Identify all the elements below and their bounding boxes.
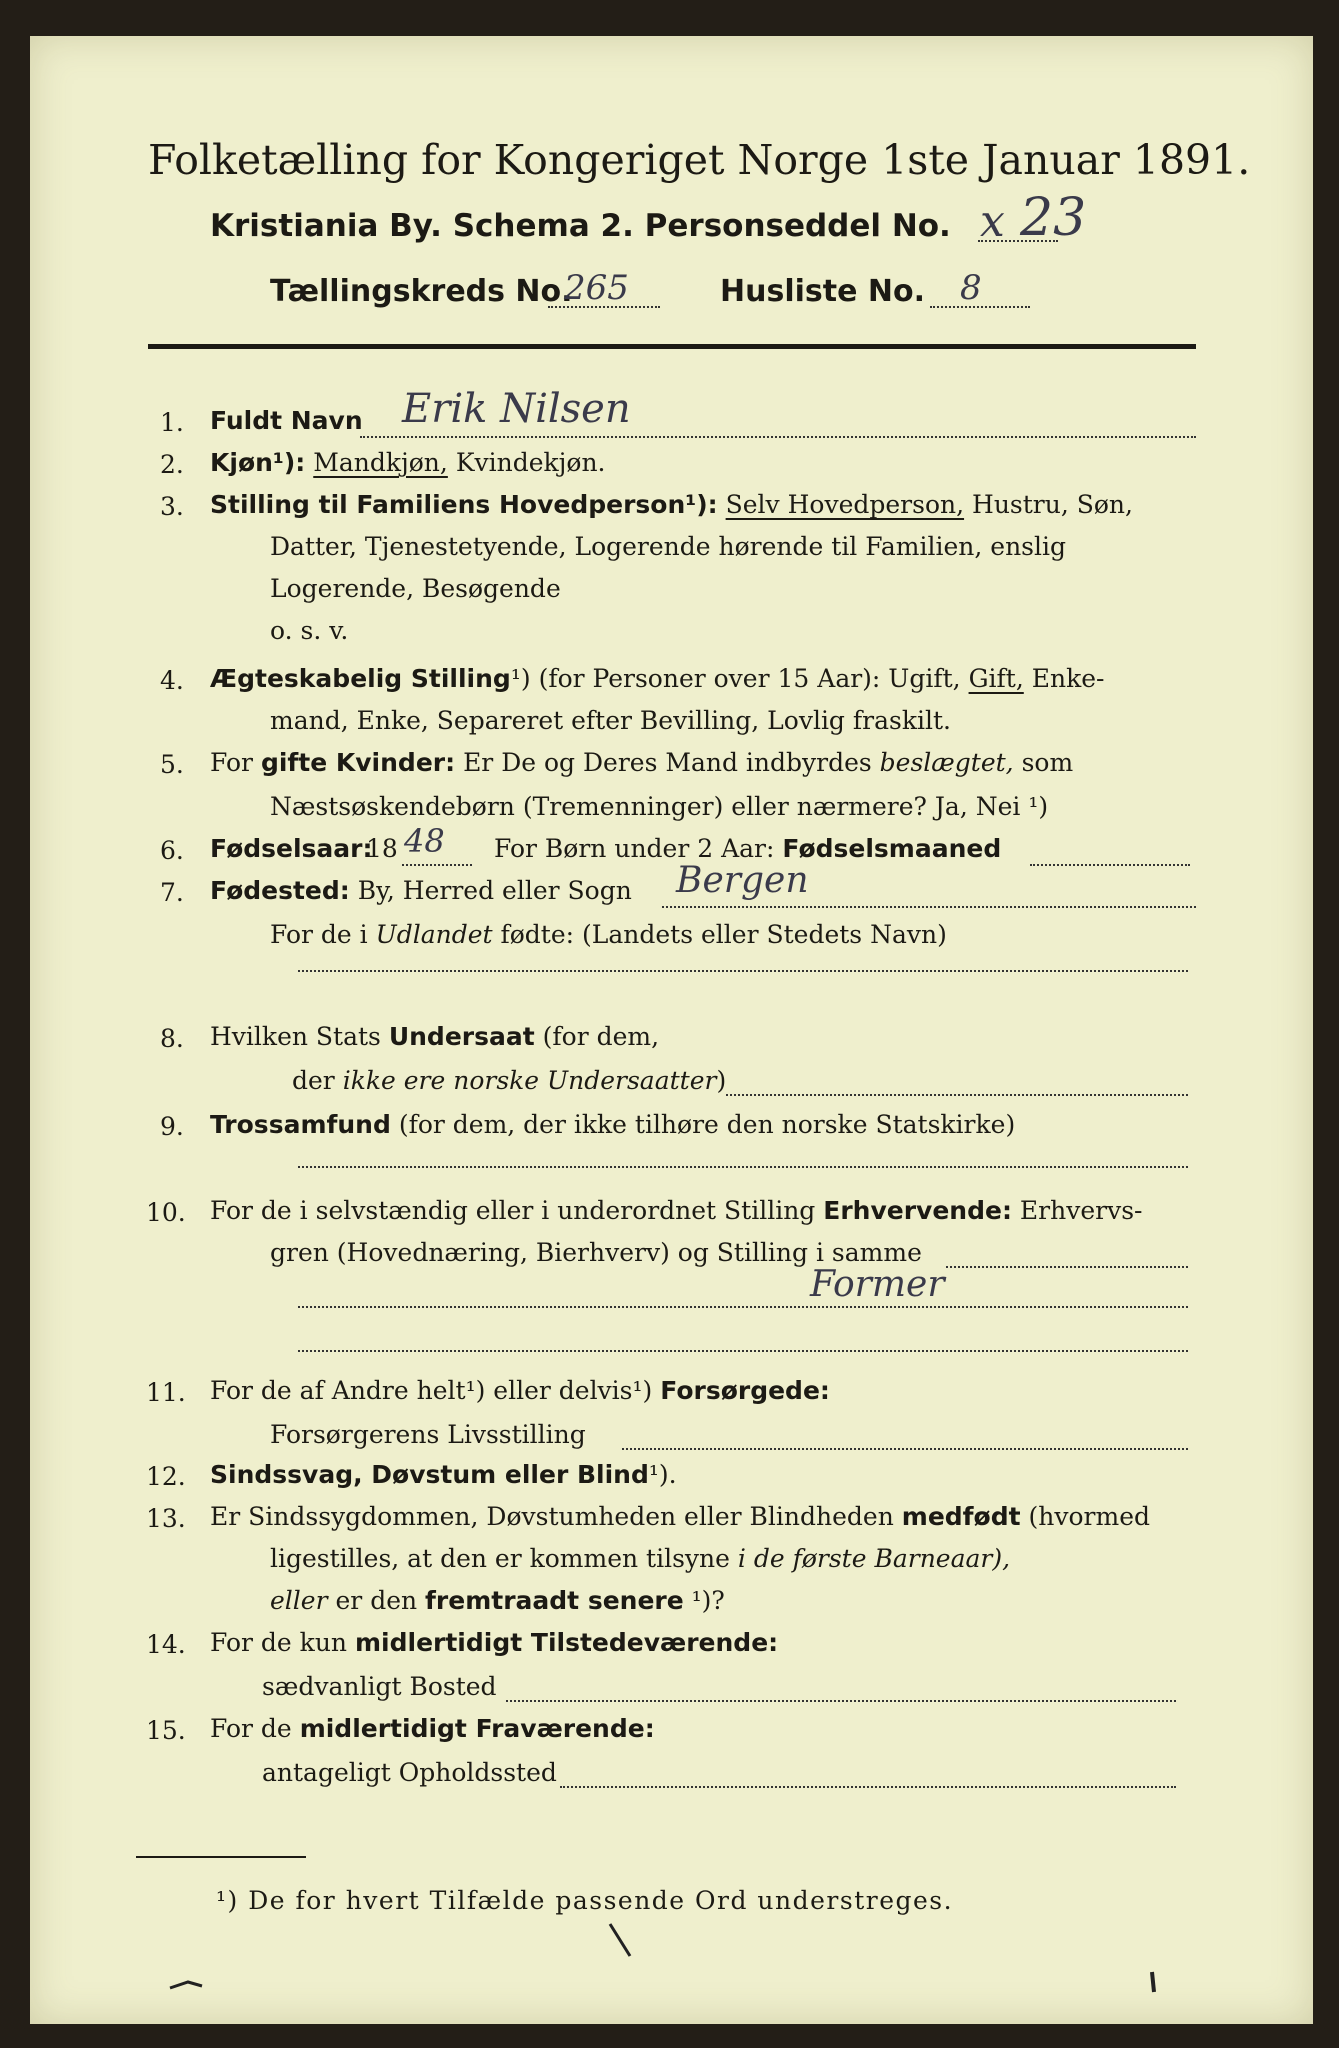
item-10-value: Former (810, 1264, 945, 1305)
item-11-line (622, 1448, 1188, 1450)
item-13-line1 (210, 1502, 1150, 1531)
item-8-line (726, 1094, 1188, 1096)
item-1-line (360, 436, 1196, 438)
item-9-line1 (210, 1110, 1015, 1139)
item-7-value: Bergen (676, 860, 809, 901)
item-13-line3-label: fremtraadt senere (425, 1586, 684, 1615)
item-7-line1 (210, 876, 632, 905)
item-2-option: Kvindekjøn. (455, 448, 606, 477)
item-10-line-a (946, 1266, 1188, 1268)
item-8-line2-post: ) (716, 1066, 727, 1095)
form-title: Folketælling for Kongeriget Norge 1ste Januar 1891. (148, 136, 1251, 184)
item-10-line-c (298, 1350, 1188, 1352)
taellingskreds-label: Tællingskreds No. (270, 274, 573, 309)
item-2-option-selected: Mandkjøn, (313, 448, 448, 477)
item-6-year-value: 48 (404, 822, 445, 860)
personseddel-mark: x (980, 196, 1005, 247)
item-11-line1 (210, 1376, 830, 1405)
husliste-label: Husliste No. (720, 274, 925, 309)
item-5-text2: som (1021, 748, 1074, 777)
kreds-number: 265 (564, 268, 629, 308)
item-12-line (210, 1460, 677, 1489)
item-7-line2-italic: Udlandet (375, 920, 493, 949)
item-6-label: Fødselsaar: (210, 834, 373, 863)
item-8-line2-pre: der (292, 1066, 335, 1095)
item-7-number: 7. (160, 878, 184, 907)
item-3-line4: o. s. v. (270, 616, 349, 645)
item-8-line2-italic: ikke ere norske Undersaatter (342, 1066, 717, 1095)
item-10-line2: gren (Hovednæring, Bierhverv) og Stilling i samme (270, 1238, 922, 1267)
item-13-number: 13. (146, 1504, 186, 1533)
item-7-line2-post: fødte: (Landets eller Stedets Navn) (500, 920, 947, 949)
item-1-label: Fuldt Navn (210, 406, 363, 435)
item-6-text: For Børn under 2 Aar: (494, 834, 775, 863)
personseddel-label: Kristiania By. Schema 2. Personseddel No. (210, 208, 951, 244)
item-14-number: 14. (146, 1630, 186, 1659)
item-8-line1 (210, 1022, 659, 1051)
item-12-label: Sindssvag, Døvstum eller Blind (210, 1460, 649, 1489)
item-15-number: 15. (146, 1716, 186, 1745)
item-6-number: 6. (160, 836, 184, 865)
personseddel-line (210, 208, 951, 244)
item-9-label: Trossamfund (210, 1110, 391, 1139)
item-6-label2: Fødselsmaaned (782, 834, 1002, 863)
item-13-line2-pre: ligestilles, at den er kommen tilsyne (270, 1544, 730, 1573)
item-10-text: For de i selvstændig eller i underordnet Stilling (210, 1196, 816, 1225)
item-13-line2-italic: i de første Barneaar), (737, 1544, 1011, 1573)
item-6-year-dots (402, 864, 472, 866)
ink-marks (130, 1896, 1230, 2016)
item-5-pre: For (210, 748, 253, 777)
item-7-line2-pre: For de i (270, 920, 368, 949)
item-14-pre: For de kun (210, 1628, 348, 1657)
item-4-line1 (210, 664, 1104, 693)
item-3-line2: Datter, Tjenestetyende, Logerende hørende til Familien, enslig (270, 532, 1067, 561)
item-14-line2: sædvanligt Bosted (262, 1672, 497, 1701)
personseddel-number: 23 (1020, 188, 1087, 248)
item-2-line (210, 448, 606, 477)
item-4-label: Ægteskabelig Stilling (210, 664, 511, 693)
item-15-pre: For de (210, 1714, 292, 1743)
item-3-line3: Logerende, Besøgende (270, 574, 561, 603)
item-3-label: Stilling til Familiens Hovedperson¹): (210, 490, 718, 519)
item-3-number: 3. (160, 492, 184, 521)
item-11-number: 11. (146, 1378, 186, 1407)
item-10-line1 (210, 1196, 1142, 1225)
item-10-text2: Erhvervs- (1019, 1196, 1143, 1225)
item-13-line3-post: ¹)? (691, 1586, 725, 1615)
item-12-post: ¹). (648, 1460, 677, 1489)
item-4-line2: mand, Enke, Separeret efter Bevilling, Lovlig fraskilt. (270, 706, 951, 735)
item-15-line (560, 1786, 1176, 1788)
item-5-line2: Næstsøskendebørn (Tremenninger) eller nærmere? Ja, Nei ¹) (270, 792, 1049, 821)
item-8-label: Undersaat (388, 1022, 535, 1051)
item-7-label: Fødested: (210, 876, 350, 905)
item-1-value: Erik Nilsen (402, 386, 631, 432)
item-5-number: 5. (160, 750, 184, 779)
item-2-number: 2. (160, 450, 184, 479)
item-9-number: 9. (160, 1112, 184, 1141)
item-3-option-selected: Selv Hovedperson, (725, 490, 965, 519)
item-7-line (662, 906, 1196, 908)
item-13-line3-italic: eller (270, 1586, 328, 1615)
item-1-number: 1. (160, 408, 184, 437)
item-13-line2 (270, 1544, 1010, 1573)
item-8-number: 8. (160, 1024, 184, 1053)
item-8-pre: Hvilken Stats (210, 1022, 381, 1051)
item-8-post: (for dem, (542, 1022, 660, 1051)
item-4-option-selected: Gift, (968, 664, 1024, 693)
item-7-line2 (270, 920, 947, 949)
item-5-label: gifte Kvinder: (260, 748, 456, 777)
item-10-label: Erhvervende: (823, 1196, 1012, 1225)
ink-mark-left (170, 1982, 202, 1988)
item-13-text2: (hvormed (1028, 1502, 1151, 1531)
item-4-number: 4. (160, 666, 184, 695)
item-15-line1 (210, 1714, 655, 1743)
item-5-text: Er De og Deres Mand indbyrdes (463, 748, 872, 777)
item-14-line1 (210, 1628, 778, 1657)
item-12-number: 12. (146, 1462, 186, 1491)
item-4-sup: ¹) (510, 664, 531, 693)
census-form-sheet (30, 36, 1313, 2024)
item-2-label: Kjøn¹): (210, 448, 306, 477)
item-13-text: Er Sindssygdommen, Døvstumheden eller Blindheden (210, 1502, 894, 1531)
item-7-foreign-line (298, 970, 1188, 972)
ink-mark-right (1152, 1972, 1154, 1992)
item-3-line1 (210, 490, 1133, 519)
item-14-label: midlertidigt Tilstedeværende: (354, 1628, 779, 1657)
item-9-line (298, 1166, 1188, 1168)
ink-mark-center (610, 1924, 630, 1956)
item-13-label: medfødt (901, 1502, 1021, 1531)
item-4-text2: Enke- (1031, 664, 1105, 693)
item-15-label: midlertidigt Fraværende: (299, 1714, 655, 1743)
item-7-text: By, Herred eller Sogn (357, 876, 632, 905)
item-10-number: 10. (146, 1198, 186, 1227)
item-11-line2: Forsørgerens Livsstilling (270, 1420, 586, 1449)
item-6-line (494, 834, 1001, 863)
item-13-line3 (270, 1586, 725, 1615)
item-15-line2: antageligt Opholdssted (262, 1758, 557, 1787)
item-5-line1 (210, 748, 1073, 777)
item-9-text: (for dem, der ikke tilhøre den norske Statskirke) (398, 1110, 1016, 1139)
item-10-line-b (298, 1306, 1188, 1308)
item-13-line3-mid: er den (335, 1586, 418, 1615)
item-11-text: For de af Andre helt¹) eller delvis¹) (210, 1376, 653, 1405)
item-3-options: Hustru, Søn, (972, 490, 1133, 519)
husliste-number: 8 (960, 268, 982, 308)
item-14-line (506, 1700, 1176, 1702)
footnote-text: ¹) De for hvert Tilfælde passende Ord understreges. (216, 1886, 954, 1915)
item-11-label: Forsørgede: (660, 1376, 830, 1405)
footnote-rule (136, 1856, 306, 1858)
item-4-text: (for Personer over 15 Aar): Ugift, (538, 664, 961, 693)
item-6-year-prefix: 18 (366, 834, 398, 863)
item-5-italic: beslægtet, (879, 748, 1014, 777)
header-rule (148, 344, 1196, 349)
item-8-line2 (292, 1066, 726, 1095)
item-6-month-dots (1030, 864, 1190, 866)
